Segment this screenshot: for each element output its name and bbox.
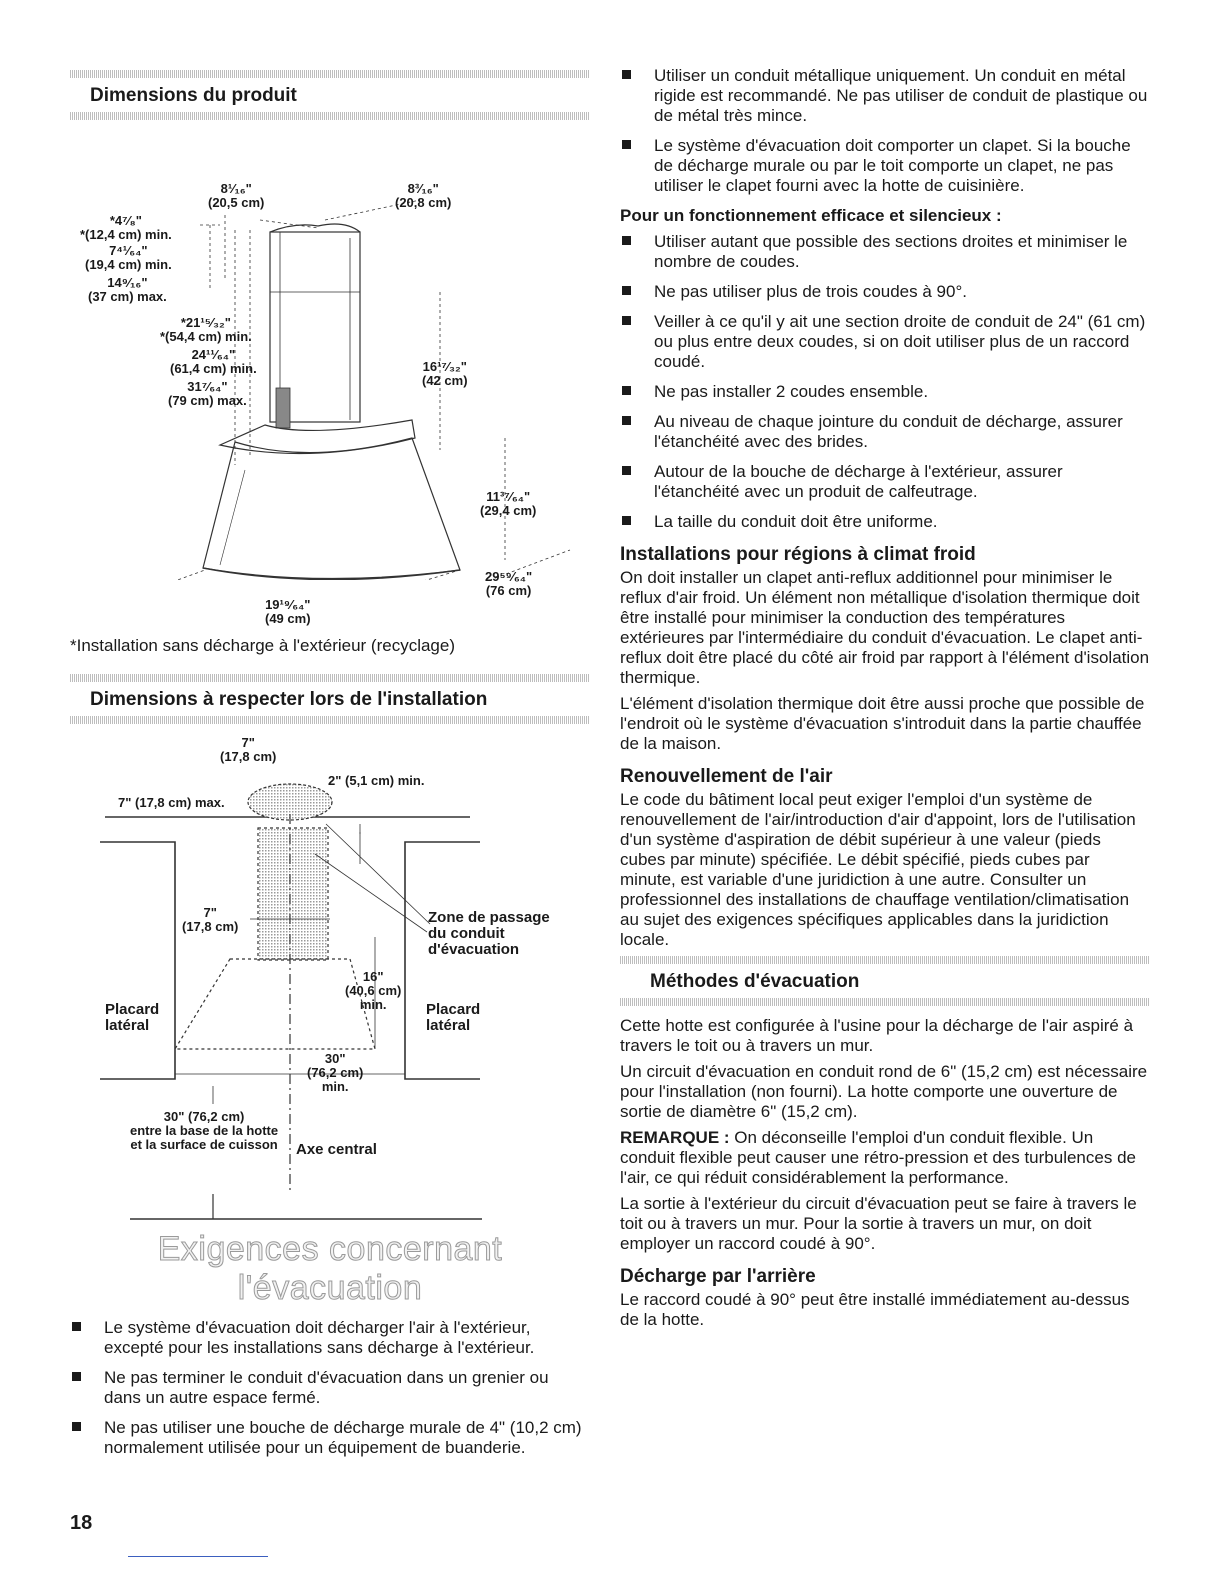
- cabinet-line: latéral: [105, 1017, 150, 1034]
- list-item: [620, 382, 1150, 402]
- dim-value: 7⁴¹⁄₆₄": [109, 243, 148, 258]
- zone-line: du conduit: [428, 925, 505, 942]
- dim-label: [85, 244, 172, 272]
- dim-metric: *(12,4 cm) min.: [80, 227, 172, 242]
- dim-metric: (37 cm) max.: [88, 289, 167, 304]
- center-axis-label: Axe central: [296, 1141, 377, 1158]
- list-item-text: Le système d'évacuation doit comporter un clapet. Si la bouche de décharge murale ou par le toit comporte un clapet, ne pas utiliser le clapet fourni avec la hotte de cuisinière.: [654, 136, 1131, 195]
- dim-label: [480, 490, 536, 518]
- dim-depth-label: [395, 182, 451, 210]
- bullet-square-icon: [622, 286, 631, 295]
- dim-label: [307, 1052, 363, 1094]
- bullet-square-icon: [72, 1422, 81, 1431]
- makeup-air-paragraph: Le code du bâtiment local peut exiger l'emploi d'un système de renouvellement de l'air/introduction d'air d'appoint, lors de l'utilisation d'un système d'aspiration de débit supérieur à une valeur (pieds cubes par minute) spécifiée. Le débit spécifié, pieds cubes par minute, est variable d'une juridiction à une autre. Consulter un professionnel des installations de chauffage ventilation/climatisation au sujet des exigences spécifiques applicables dans la juridiction locale.: [620, 790, 1136, 949]
- bullet-square-icon: [72, 1372, 81, 1381]
- dim-value: 30" (76,2 cm): [163, 1109, 245, 1124]
- list-item-text: Ne pas installer 2 coudes ensemble.: [654, 382, 929, 401]
- dim-value: *21¹⁵⁄₃₂": [180, 315, 231, 330]
- dim-metric: (17,8 cm): [220, 749, 277, 764]
- footer-rule: [128, 1556, 268, 1557]
- shade-bar: [70, 112, 590, 120]
- side-cabinet-left-label: [105, 1002, 159, 1034]
- installation-clearances-diagram: [70, 724, 590, 1234]
- bullet-square-icon: [622, 140, 631, 149]
- dim-label: [88, 276, 167, 304]
- venting-methods-paragraph-2: Un circuit d'évacuation en conduit rond de 6" (15,2 cm) est nécessaire pour l'installation (non fourni). La hotte comporte une ouverture de sortie de diamètre 6" (15,2 cm).: [620, 1062, 1148, 1121]
- dim-metric: (29,4 cm): [480, 503, 537, 518]
- dim-metric: (76,2 cm): [307, 1065, 364, 1080]
- dim-metric: (76 cm): [485, 583, 532, 598]
- dim-note: min.: [321, 1079, 349, 1094]
- dim-metric: (17,8 cm): [182, 919, 239, 934]
- dim-value: 29⁵⁹⁄₆₄": [485, 569, 533, 584]
- dim-value: 31⁷⁄₆₄": [187, 379, 228, 394]
- dim-label: [168, 380, 247, 408]
- dim-value: 2" (5,1 cm) min.: [328, 773, 425, 788]
- dim-value: 14⁹⁄₁₆": [107, 275, 148, 290]
- remark-paragraph: [620, 1128, 1150, 1188]
- shade-bar: [620, 998, 1150, 1006]
- dim-label: [80, 214, 172, 242]
- right-column: [620, 66, 1150, 1336]
- list-item: [70, 1318, 590, 1358]
- bullet-square-icon: [622, 70, 631, 79]
- zone-line: Zone de passage: [428, 909, 550, 926]
- list-item-text: Ne pas terminer le conduit d'évacuation dans un grenier ou dans un autre espace fermé.: [104, 1368, 549, 1407]
- shade-bar: [70, 716, 590, 724]
- bullet-square-icon: [622, 466, 631, 475]
- venting-methods-heading: Méthodes d'évacuation: [650, 971, 860, 992]
- recirculation-footnote: *Installation sans décharge à l'extérieur (recyclage): [70, 636, 455, 655]
- dim-metric: *(54,4 cm) min.: [160, 329, 252, 344]
- dim-label: [170, 348, 257, 376]
- page-number: 18: [70, 1512, 93, 1534]
- rear-discharge-paragraph: Le raccord coudé à 90° peut être installé immédiatement au-dessus de la hotte.: [620, 1290, 1130, 1329]
- list-item: [70, 1418, 590, 1458]
- dim-metric: (42 cm): [422, 373, 468, 388]
- dim-label: [422, 360, 468, 388]
- section-title-installation-dimensions: Dimensions à respecter lors de l'installation: [90, 689, 488, 710]
- dim-value: *4⁷⁄₈": [109, 213, 142, 228]
- cabinet-line: Placard: [426, 1001, 481, 1018]
- list-item: [620, 232, 1150, 272]
- list-item: [620, 512, 1150, 532]
- remark-label: REMARQUE :: [620, 1128, 730, 1147]
- cold-climate-paragraph-2: L'élément d'isolation thermique doit être aussi proche que possible de l'endroit où le système d'évacuation s'introduit dans la partie chauffée de la maison.: [620, 694, 1145, 753]
- dim-label: [328, 774, 424, 788]
- dim-value: 8¹⁄₁₆": [220, 181, 252, 196]
- bullet-square-icon: [622, 316, 631, 325]
- dim-value: 16¹⁷⁄₃₂": [422, 359, 467, 374]
- dim-value: 7": [241, 735, 255, 750]
- section-title-venting-requirements: Exigences concernant l'évacuation: [157, 1230, 503, 1307]
- cold-climate-paragraph-1: On doit installer un clapet anti-reflux additionnel pour minimiser le reflux d'air froid. Un élément non métallique d'isolation thermique doit être installé pour minimiser la conduction des températures extérieures par l'intermédiaire du conduit d'évacuation. Le clapet anti-reflux doit être placé du côté air froid par rapport à l'élément d'isolation thermique.: [620, 568, 1150, 687]
- left-column: [70, 70, 590, 1468]
- cold-climate-heading: Installations pour régions à climat froid: [620, 544, 976, 565]
- list-item: [620, 312, 1150, 372]
- shade-bar: [620, 956, 1150, 964]
- list-item-text: La taille du conduit doit être uniforme.: [654, 512, 938, 531]
- dim-note: min.: [359, 997, 387, 1012]
- dim-label: [182, 906, 238, 934]
- dim-value: 11³⁷⁄₆₄": [486, 489, 531, 504]
- bullet-square-icon: [622, 516, 631, 525]
- dim-label: [220, 736, 276, 764]
- list-item: [620, 412, 1150, 452]
- dim-value: 30": [324, 1051, 346, 1066]
- section-title-product-dimensions: Dimensions du produit: [90, 85, 297, 106]
- venting-methods-paragraph-3: La sortie à l'extérieur du circuit d'évacuation peut se faire à travers le toit ou à travers un mur. Pour la sortie à travers un mur, on doit employer un raccord coudé à 90°.: [620, 1194, 1137, 1253]
- list-item-text: Veiller à ce qu'il y ait une section droite de conduit de 24" (61 cm) ou plus entre deux coudes, si on doit utiliser plus de un raccord coudé.: [654, 312, 1146, 371]
- dim-label: [265, 598, 311, 626]
- dim-metric: (79 cm) max.: [168, 393, 247, 408]
- dim-metric: entre la base de la hotte: [130, 1123, 279, 1138]
- shade-bar: [70, 70, 590, 78]
- list-item: [620, 282, 1150, 302]
- bullet-square-icon: [622, 386, 631, 395]
- makeup-air-heading: Renouvellement de l'air: [620, 766, 833, 787]
- list-item-text: Autour de la bouche de décharge à l'extérieur, assurer l'étanchéité avec un produit de calfeutrage.: [654, 462, 1063, 501]
- dim-value: 19¹⁹⁄₆₄": [265, 597, 311, 612]
- dim-metric: (20,5 cm): [208, 195, 265, 210]
- efficient-operation-heading: Pour un fonctionnement efficace et silencieux :: [620, 206, 1002, 225]
- dim-metric: (40,6 cm): [345, 983, 402, 998]
- list-item-text: Utiliser autant que possible des sections droites et minimiser le nombre de coudes.: [654, 232, 1128, 271]
- venting-methods-paragraph-1: Cette hotte est configurée à l'usine pour la décharge de l'air aspiré à travers le toit ou à travers un mur.: [620, 1016, 1134, 1055]
- zone-line: d'évacuation: [428, 941, 520, 958]
- list-item-text: Ne pas utiliser une bouche de décharge murale de 4" (10,2 cm) normalement utilisée pour un équipement de buanderie.: [104, 1418, 582, 1457]
- dim-value: 24¹¹⁄₆₄": [191, 347, 236, 362]
- venting-requirements-list: [70, 1318, 590, 1458]
- remark-text: On déconseille l'emploi d'un conduit flexible. Un conduit flexible peut causer une rétro-pression et des turbulences de l'air, ce qui réduit considérablement la performance.: [620, 1128, 1136, 1187]
- duct-zone-label: [428, 910, 550, 958]
- dim-value: 7" (17,8 cm) max.: [118, 795, 225, 810]
- list-item-text: Ne pas utiliser plus de trois coudes à 90°.: [654, 282, 967, 301]
- dim-value: 8³⁄₁₆": [407, 181, 439, 196]
- efficient-operation-list: [620, 232, 1150, 532]
- dim-value: 7": [203, 905, 217, 920]
- dim-metric: (19,4 cm) min.: [85, 257, 172, 272]
- dim-metric: (20,8 cm): [395, 195, 452, 210]
- dim-label: [130, 1110, 278, 1152]
- dim-width-label: [208, 182, 264, 210]
- side-cabinet-right-label: [426, 1002, 480, 1034]
- dim-label: [345, 970, 401, 1012]
- bullet-square-icon: [622, 416, 631, 425]
- dim-metric: (61,4 cm) min.: [170, 361, 257, 376]
- list-item: [620, 462, 1150, 502]
- duct-material-list: [620, 66, 1150, 196]
- bullet-square-icon: [72, 1322, 81, 1331]
- list-item: [70, 1368, 590, 1408]
- list-item: [620, 136, 1150, 196]
- list-item-text: Au niveau de chaque jointure du conduit de décharge, assurer l'étanchéité avec des brides.: [654, 412, 1123, 451]
- product-dimensions-diagram: [70, 120, 590, 626]
- shade-bar: [70, 674, 590, 682]
- list-item-text: Utiliser un conduit métallique uniquement. Un conduit en métal rigide est recommandé. Ne pas utiliser de conduit de plastique ou de métal très mince.: [654, 66, 1148, 125]
- list-item: [620, 66, 1150, 126]
- cabinet-line: latéral: [426, 1017, 471, 1034]
- dim-metric: (49 cm): [265, 611, 311, 626]
- rear-discharge-heading: Décharge par l'arrière: [620, 1266, 816, 1287]
- dim-label: [118, 796, 225, 810]
- dim-label: [485, 570, 532, 598]
- dim-note: et la surface de cuisson: [130, 1137, 278, 1152]
- dim-value: 16": [362, 969, 384, 984]
- bullet-square-icon: [622, 236, 631, 245]
- list-item-text: Le système d'évacuation doit décharger l'air à l'extérieur, excepté pour les installations sans décharge à l'extérieur.: [104, 1318, 535, 1357]
- dim-label: [160, 316, 252, 344]
- cabinet-line: Placard: [105, 1001, 160, 1018]
